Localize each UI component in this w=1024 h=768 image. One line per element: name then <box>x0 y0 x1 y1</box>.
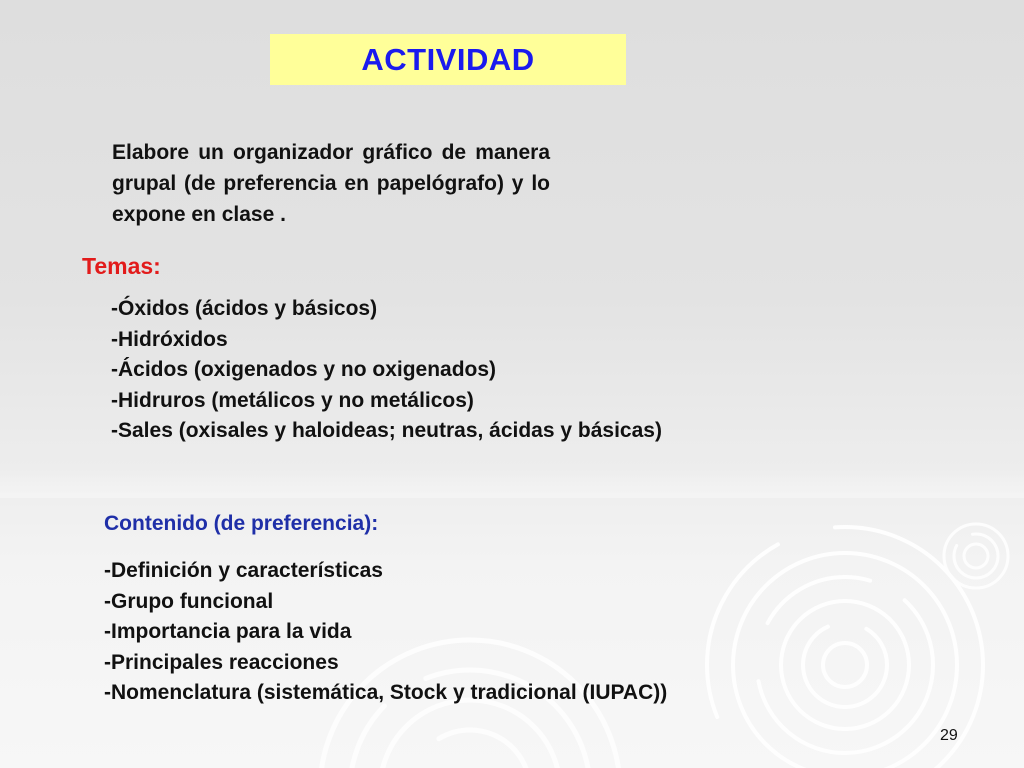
contenido-item: -Principales reacciones <box>104 650 339 674</box>
title-banner <box>270 34 626 85</box>
temas-heading: Temas: <box>82 253 161 279</box>
contenido-item: -Grupo funcional <box>104 589 274 613</box>
contenido-heading: Contenido (de preferencia): <box>104 512 379 535</box>
temas-item: -Óxidos (ácidos y básicos) <box>111 297 378 320</box>
temas-item: -Hidróxidos <box>111 327 228 351</box>
temas-item: -Hidruros (metálicos y no metálicos) <box>111 388 474 412</box>
contenido-item: -Importancia para la vida <box>104 620 352 643</box>
temas-item: -Sales (oxisales y haloideas; neutras, ácidas y básicas) <box>111 419 662 442</box>
contenido-list <box>104 556 667 709</box>
temas-item: -Ácidos (oxigenados y no oxigenados) <box>111 358 497 381</box>
contenido-item: -Definición y características <box>104 559 383 582</box>
activity-instructions: Elabore un organizador gráfico de manera grupal (de preferencia en papelógrafo) y lo expone en clase . <box>112 141 550 226</box>
page-number: 29 <box>940 727 958 744</box>
slide-title: ACTIVIDAD <box>361 41 535 77</box>
temas-list <box>111 294 662 447</box>
contenido-item: -Nomenclatura (sistemática, Stock y tradicional (IUPAC)) <box>104 681 668 704</box>
